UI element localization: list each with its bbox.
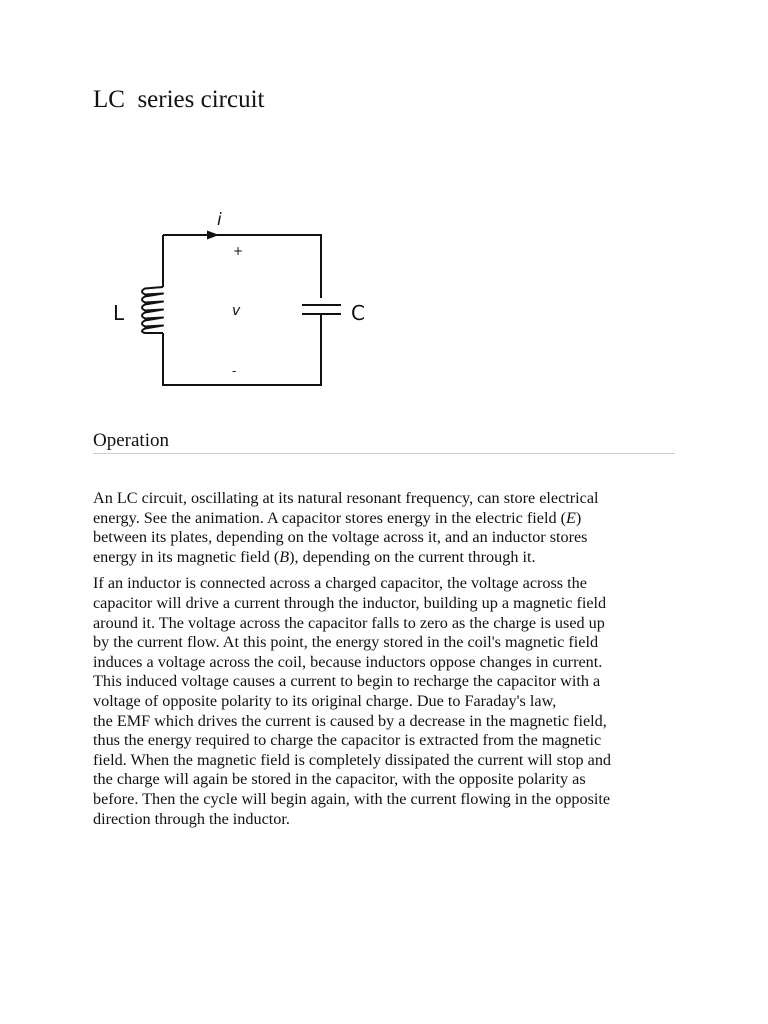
paragraph-1-line [93,548,677,568]
paragraph-2-line: the charge will again be stored in the capacitor, with the opposite polarity as [93,770,586,789]
paragraph-2-line: thus the energy required to charge the capacitor is extracted from the magnetic [93,731,602,750]
paragraph-2-line: This induced voltage causes a current to begin to recharge the capacitor with a [93,672,601,691]
paragraph-1-line [93,509,677,529]
text-run: ), depending on the current through it. [289,547,536,566]
symbol-e: E [566,508,576,527]
current-arrow-icon [207,231,219,240]
section-heading-operation: Operation [93,430,675,454]
plus-label: + [233,244,244,258]
paragraph-2-line: field. When the magnetic field is completely dissipated the current will stop and [93,750,612,769]
inductor-coil [142,287,163,333]
paragraph-2-line: capacitor will drive a current through the inductor, building up a magnetic field [93,593,607,612]
paragraph-2-line: the EMF which drives the current is caused by a decrease in the magnetic field, [93,711,607,730]
paragraph-2-line: induces a voltage across the coil, because inductors oppose changes in current. [93,652,603,671]
capacitor-label: C [351,301,365,325]
paragraph-2-line: direction through the inductor. [93,809,290,828]
paragraph-1-line: between its plates, depending on the voltage across it, and an inductor stores [93,528,588,547]
text-run: energy in its magnetic field ( [93,547,280,566]
text-run: ) [575,508,582,527]
inductor-label: L [113,301,125,325]
text-run: energy. See the animation. A capacitor stores energy in the electric field ( [93,508,567,527]
paragraph-2-line: If an inductor is connected across a charged capacitor, the voltage across the [93,574,587,593]
paragraph-2 [93,574,677,829]
symbol-b: B [279,547,290,566]
paragraph-1-line: An LC circuit, oscillating at its natural resonant frequency, can store electrical [93,489,599,507]
right-lower-wire [163,315,321,385]
article-body [93,489,677,836]
minus-label: - [232,364,237,378]
voltage-label: v [232,303,241,319]
paragraph-2-line: voltage of opposite polarity to its original charge. Due to Faraday's law, [93,691,557,710]
paragraph-1 [93,489,677,567]
paragraph-2-line: by the current flow. At this point, the energy stored in the coil's magnetic field [93,633,599,652]
page-title: LC series circuit [93,86,265,113]
lc-circuit-diagram [100,200,400,400]
current-label: i [217,210,222,230]
paragraph-2-line: around it. The voltage across the capacitor falls to zero as the charge is used up [93,613,605,632]
paragraph-2-line: before. Then the cycle will begin again, with the current flowing in the opposite [93,789,611,808]
